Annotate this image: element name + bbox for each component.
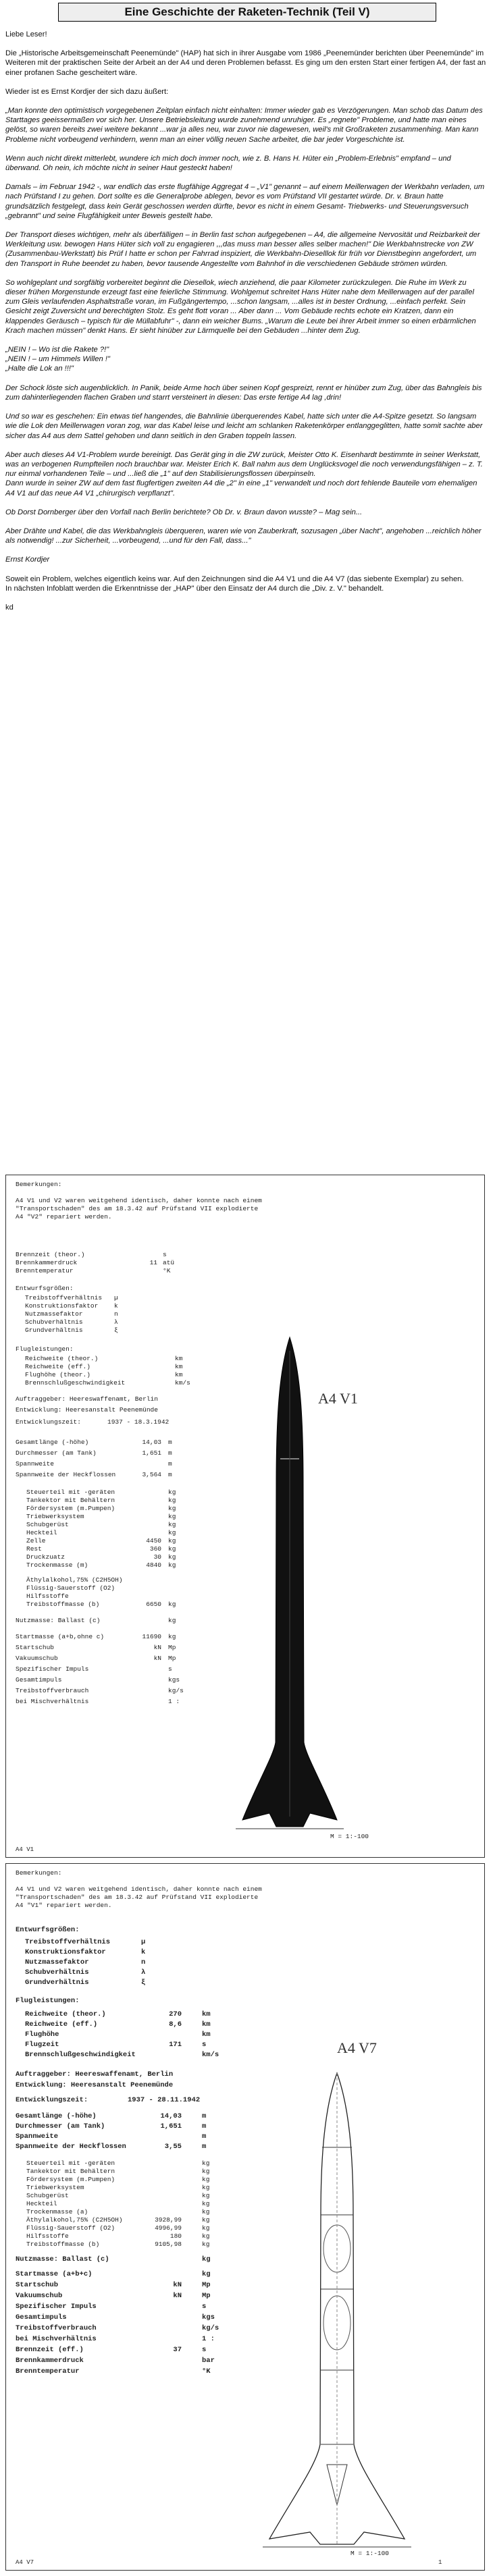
spec-label: Treibstoffverbrauch — [16, 2324, 97, 2332]
rocket-label: A4 V1 — [318, 1390, 358, 1407]
spec-unit: kg — [168, 1553, 176, 1561]
spec-label: Brennzeit (theor.) — [16, 1251, 85, 1258]
spec-label: Treibstoffmasse (b) — [26, 1601, 100, 1608]
spec-label: Startmasse (a+b,ohne c) — [16, 1633, 105, 1640]
spec-unit: km — [175, 1355, 183, 1362]
author-signature: Ernst Kordjer — [5, 556, 50, 564]
quote-paragraph: Aber auch dieses A4 V1-Problem wurde bereinigt. Das Gerät ging in die ZW zurück, Meister Otto K. Eisenhardt bestimmte in seiner Werkstatt, was an verbogenen Rumpfteilen noch brauchbar war. Meister Erich K. Ball nahm aus dem Unglücksvogel die noch verwendungsfähigen – z. T. nur einmal vorhandenen Teile – und ...ließ die „1" auf den Stabilisierungsflossen überpinseln. — [5, 450, 483, 479]
spec-symbol: λ — [114, 1318, 118, 1326]
developer-line: Entwicklung: Heeresanstalt Peenemünde — [16, 2081, 174, 2089]
spec-value: 8,6 — [169, 2020, 182, 2029]
spec-value: 171 — [169, 2041, 182, 2049]
spec-label: Gesamtimpuls — [16, 2313, 67, 2322]
sheet-notes: Bemerkungen: A4 V1 und V2 waren weitgehend identisch, daher konnte nach einem "Transportschaden" des am 18.3.42 auf Prüfstand VII explodierte A4 "V2" repariert werden. — [16, 1181, 262, 1220]
spec-label: Brenntemperatur — [16, 2367, 80, 2376]
quote-paragraph: So wohlgeplant und sorgfältig vorbereitet beginnt die Diesellok, wiech anziehend, die paar Kilometer zurückzulegen. Die Ruhe im Werk zu dieser frühen Morgenstunde erzeugt fast eine feierliche Stimmung. Wohlgemut schreitet Hans Hüter nahe dem Meillerwagen auf der parallel zum Gleis verlaufenden Asphaltstraße voran, im Fußgängertempo, ...schon langsam, ...alles ist in bester Ordnung, ...einfach perfekt. Sein Gesicht zeigt Zuversicht und berechtigten Stolz. Es geht flott voran ... Aber dann ... Vom Gebäude rechts echote ein Kratzen, dann ein klappendes Geräusch – typisch für die Müllabfuhr" -, dann ein weicher Bums. „Warum die Leute bei ihrer Arbeit immer so einen erbärmlichen Krach machen müssen" denkt Hans. Er sieht hinüber zur Lärmquelle bei den Gebäuden ...hinter dem Zug. — [5, 278, 476, 335]
spec-value: 1,651 — [142, 1449, 161, 1457]
spec-value: kN — [153, 1644, 161, 1651]
spec-unit: kg — [168, 1601, 176, 1608]
spec-unit: km — [202, 2020, 211, 2029]
spec-label: Konstruktionsfaktor — [25, 1948, 106, 1956]
paragraph: Die „Historische Arbeitsgemeinschaft Peenemünde" (HAP) hat sich in ihrer Ausgabe vom 1986 „Peenemünder berichten über Peenemünde" im Weiteren mit der praktischen Seite der Arbeit an der A4 und deren Problemen befasst. Es ging um den ersten Start einer fertigen A4, der fast an einer profanen Sache gescheitert wäre. — [5, 49, 486, 77]
spec-unit: atü — [163, 1259, 175, 1266]
spec-label: Spezifischer Impuls — [16, 1665, 89, 1673]
spec-unit: km — [202, 2031, 211, 2039]
spec-label: Nutzmasse: Ballast (c) — [16, 1617, 101, 1624]
spec-symbol: n — [141, 1958, 146, 1966]
spec-label: Gesamtlänge (-höhe) — [16, 2112, 97, 2120]
spec-unit: km/s — [202, 2051, 219, 2059]
spec-label: Grundverhältnis — [25, 1326, 83, 1334]
spec-label: Triebwerksystem — [26, 1513, 84, 1520]
spec-label: Tankektor mit Behältern — [26, 2168, 115, 2175]
spec-unit: kg — [202, 2224, 210, 2232]
quote-line: „NEIN ! – Wo ist die Rakete ?!" — [5, 346, 109, 354]
paragraph: In nächsten Infoblatt werden die Erkenntnisse der „HAP" über den Einsatz der A4 durch die „Div. z. V." behandelt. — [5, 584, 384, 593]
spec-label: Schubgerüst — [26, 2192, 69, 2199]
spec-label: bei Mischverhältnis — [16, 1698, 89, 1705]
greeting: Liebe Leser! — [5, 30, 47, 38]
spec-label: Triebwerksystem — [26, 2184, 84, 2191]
spec-label: Flüssig-Sauerstoff (O2) — [26, 2224, 115, 2232]
spec-unit: m — [168, 1449, 172, 1457]
spec-value: kN — [173, 2292, 182, 2300]
spec-label: Reichweite (eff.) — [25, 2020, 98, 2029]
spec-label: Steuerteil mit -geräten — [26, 2159, 115, 2167]
spec-unit: kg — [202, 2184, 210, 2191]
spec-unit: kg — [202, 2270, 211, 2278]
spec-value: 180 — [170, 2232, 182, 2240]
rocket-drawing-v7 — [263, 2066, 411, 2552]
spec-label: Fördersystem (m.Pumpen) — [26, 2176, 115, 2183]
sheet-footer: A4 V1 — [16, 1846, 34, 1853]
spec-unit: Mp — [168, 1655, 176, 1662]
spec-label: Schubverhältnis — [25, 1318, 83, 1326]
spec-label: Brenntemperatur — [16, 1267, 74, 1274]
spec-unit: s — [163, 1251, 167, 1258]
spec-label: Spannweite — [16, 1460, 55, 1468]
spec-unit: kg — [168, 1561, 176, 1569]
spec-label: Flughöhe — [25, 2031, 59, 2039]
spec-label: Spannweite der Heckflossen — [16, 1471, 116, 1478]
section-heading: Flugleistungen: — [16, 1345, 74, 1353]
spec-unit: Mp — [202, 2281, 211, 2289]
quote-paragraph: Damals – im Februar 1942 -, war endlich das erste flugfähige Aggregat 4 – „V1" genannt – auf einem Meillerwagen der Werkbahn verladen, um nach Prüfstand I zu gehen. Dort sollte es die Generalprobe ablegen, bevor es vom Prüfstand VII gestartet würde. Dr. v. Braun hatte grundsätzlich festgelegt, dass kein Gerät geschossen werden dürfte, bevor es nicht in einem Gesamt- Triebwerks- und Steuerungsversuch „gebrannt" und seine Flugfähigkeit unter Beweis gestellt habe. — [5, 183, 485, 220]
spec-label: Tankektor mit Behältern — [26, 1497, 115, 1504]
spec-value: kN — [173, 2281, 182, 2289]
spec-unit: kg/s — [202, 2324, 219, 2332]
dev-time-value: 1937 - 18.3.1942 — [107, 1418, 170, 1426]
spec-unit: kg — [168, 1545, 176, 1553]
spec-unit: kg — [168, 1529, 176, 1536]
spec-label: Brennzeit (eff.) — [16, 2346, 84, 2354]
quote-paragraph: Aber Drähte und Kabel, die das Werkbahngleis überqueren, waren wie von Zauberkraft, sozusagen „über Nacht", angehoben ...reichlich höher als notwendig! ...zur Sicherheit, ...vorbeugend, ...und für den Fall, dass..." — [5, 527, 482, 545]
paragraph: Wieder ist es Ernst Kordjer der sich dazu äußert: — [5, 87, 169, 96]
spec-unit: m — [168, 1471, 172, 1478]
spec-unit: km — [202, 2010, 211, 2018]
spec-label: Treibstoffverhältnis — [25, 1294, 103, 1302]
client-line: Auftraggeber: Heereswaffenamt, Berlin — [16, 1395, 158, 1403]
spec-sheet-a4-v1 — [5, 1175, 485, 1858]
quote-line: „Halte die Lok an !!!" — [5, 365, 74, 373]
spec-label: Schubverhältnis — [25, 1968, 89, 1977]
spec-label: Durchmesser (am Tank) — [16, 1449, 97, 1457]
spec-unit: km — [175, 1363, 183, 1370]
spec-label: Startmasse (a+b+c) — [16, 2270, 93, 2278]
spec-value: 4450 — [146, 1537, 161, 1545]
spec-label: Druckzuatz — [26, 1553, 66, 1561]
scale-note: M = 1:-100 — [351, 2550, 390, 2557]
spec-value: 4996,99 — [155, 2224, 182, 2232]
spec-label: Zelle — [26, 1537, 46, 1545]
spec-value: 14,03 — [160, 2112, 182, 2120]
quote-paragraph: Der Transport dieses wichtigen, mehr als überfälligen – in Berlin fast schon aufgegebenen – A4, die allgemeine Nervosität und Reizbarkeit der Werkleitung usw. bewogen Hans Hüter sich voll zu engagieren ,,,das muss man besser alles selber machen!" Die Werkbahnstrecke von ZW (Zusammenbau-Werkstatt) bis Prüf I hatte er schon per Fahrrad inspiziert, die Werkbahn-Dieselllok für früh vor Dienstbeginn angefordert, um den Transport in Ruhe beendet zu haben, bevor tausende Angestellte vom Bahnhof in die verschiedenen Gebäude strömen würden. — [5, 231, 480, 268]
spec-label: Hilfsstoffe — [26, 2232, 69, 2240]
spec-sheet-a4-v7 — [5, 1863, 485, 2571]
spec-label: bei Mischverhältnis — [16, 2335, 97, 2343]
dev-time-label: Entwicklungszeit: — [16, 2096, 88, 2104]
scale-note: M = 1:-100 — [330, 1833, 369, 1840]
spec-unit: kg — [168, 1497, 176, 1504]
spec-unit: kg — [168, 1521, 176, 1528]
spec-label: Steuerteil mit -geräten — [26, 1488, 115, 1496]
spec-symbol: n — [114, 1310, 118, 1318]
spec-value: 270 — [169, 2010, 182, 2018]
spec-label: Schubgerüst — [26, 1521, 69, 1528]
spec-label: Trockenmasse (a) — [26, 2208, 88, 2216]
spec-unit: kg — [202, 2232, 210, 2240]
spec-symbol: k — [114, 1302, 118, 1310]
section-heading: Flugleistungen: — [16, 1997, 80, 2005]
article — [5, 30, 486, 622]
quote-paragraph: Ob Dorst Dornberger über den Vorfall nach Berlin berichtete? Ob Dr. v. Braun davon wusste? – Mag sein... — [5, 508, 363, 516]
spec-unit: kgs — [168, 1676, 180, 1684]
initials: kd — [5, 603, 14, 612]
spec-unit: kgs — [202, 2313, 215, 2322]
spec-label: Trockenmasse (m) — [26, 1561, 88, 1569]
spec-unit: °K — [163, 1267, 171, 1274]
spec-label: Vakuumschub — [16, 2292, 63, 2300]
spec-label: Durchmesser (am Tank) — [16, 2122, 105, 2130]
spec-label: Treibstoffmasse (b) — [26, 2240, 100, 2248]
spec-unit: kg — [202, 2255, 211, 2263]
spec-label: Heckteil — [26, 1529, 57, 1536]
spec-label: Flüssig-Sauerstoff (O2) — [26, 1584, 115, 1592]
spec-unit: kg/s — [168, 1687, 184, 1694]
spec-unit: 1 : — [168, 1698, 180, 1705]
spec-unit: kg — [168, 1537, 176, 1545]
quote-paragraph: Der Schock löste sich augenblicklich. In Panik, beide Arme hoch über seinen Kopf gespreizt, rennt er hinüber zum Zug, über das Bahngleis bis zum dahinterliegenden flachen Graben und starrt versteinert in diesen: Das erste fertige A4 lag ,drin! — [5, 383, 482, 402]
spec-unit: kg — [202, 2192, 210, 2199]
developer-line: Entwicklung: Heeresanstalt Peenemünde — [16, 1406, 158, 1414]
spec-value: 3928,99 — [155, 2216, 182, 2224]
spec-unit: kg — [168, 1633, 176, 1640]
spec-label: Reichweite (theor.) — [25, 1355, 99, 1362]
spec-unit: kg — [168, 1488, 176, 1496]
spec-label: Startschub — [16, 2281, 59, 2289]
quote-paragraph: Wenn auch nicht direkt mitterlebt, wundere ich mich doch immer noch, wie z. B. Hans H. Hüter ein „Problem-Erlebnis" empfand – und überwand. Oh nein, ich möchte nicht in seiner Haut gesteckt haben! — [5, 154, 451, 173]
spec-symbol: k — [141, 1948, 146, 1956]
rocket-drawing-v1 — [236, 1324, 344, 1837]
spec-label: Nutzmasse: Ballast (c) — [16, 2255, 109, 2263]
spec-unit: m — [168, 1460, 172, 1468]
spec-label: Brennkammerdruck — [16, 1259, 78, 1266]
spec-unit: bar — [202, 2357, 215, 2365]
spec-label: Spannweite — [16, 2132, 59, 2141]
quote-paragraph: Dann wurde in seiner ZW auf dem fast flugfertigen zweiten A4 die „2" in eine „1" verwandelt und noch dort fehlende Bauteile vom ehemaligen A4 V1 auf das neue A4 V1 „chirurgisch verpflanzt". — [5, 479, 477, 498]
page-title: Eine Geschichte der Raketen-Technik (Teil V) — [58, 3, 436, 22]
spec-label: Äthylalkohol,75% (C2H5OH) — [26, 2216, 123, 2224]
section-heading: Entwurfsgrößen: — [16, 1926, 80, 1934]
spec-label: Flugzeit — [25, 2041, 59, 2049]
spec-value: 11 — [149, 1259, 157, 1266]
spec-unit: kg — [202, 2240, 210, 2248]
spec-unit: kg — [168, 1513, 176, 1520]
spec-unit: kg — [168, 1505, 176, 1512]
dev-time-value: 1937 - 28.11.1942 — [128, 2096, 201, 2104]
spec-unit: m — [202, 2122, 207, 2130]
spec-label: Spannweite der Heckflossen — [16, 2143, 126, 2151]
spec-unit: kg — [202, 2176, 210, 2183]
spec-value: 4840 — [146, 1561, 161, 1569]
spec-label: Nutzmassefaktor — [25, 1958, 89, 1966]
spec-label: Vakuumschub — [16, 1655, 58, 1662]
spec-label: Spezifischer Impuls — [16, 2303, 97, 2311]
spec-unit: kg — [202, 2168, 210, 2175]
spec-label: Rest — [26, 1545, 42, 1553]
spec-value: kN — [153, 1655, 161, 1662]
spec-unit: m — [202, 2132, 207, 2141]
spec-value: 360 — [149, 1545, 161, 1553]
spec-label: Brennschlußgeschwindigkeit — [25, 1379, 126, 1387]
spec-label: Reichweite (theor.) — [25, 2010, 106, 2018]
spec-unit: m — [202, 2112, 207, 2120]
spec-unit: m — [168, 1439, 172, 1446]
spec-label: Startschub — [16, 1644, 55, 1651]
sheet-notes: Bemerkungen: A4 V1 und V2 waren weitgehend identisch, daher konnte nach einem "Transportschaden" des am 18.3.42 auf Prüfstand VII explodierte A4 "V1" repariert werden. — [16, 1869, 262, 1909]
spec-label: Brennkammerdruck — [16, 2357, 84, 2365]
spec-label: Gesamtimpuls — [16, 1676, 62, 1684]
spec-unit: kg — [202, 2159, 210, 2167]
spec-label: Fördersystem (m.Pumpen) — [26, 1505, 115, 1512]
spec-unit: Mp — [168, 1644, 176, 1651]
spec-label: Hilfsstoffe — [26, 1592, 69, 1600]
spec-value: 1,651 — [160, 2122, 182, 2130]
quote-paragraph: Und so war es geschehen: Ein etwas tief hangendes, die Bahnlinie überquerendes Kabel, hatte sich unter die A4-Spitze gesetzt. So langsam wie die Lok den Meillerwagen voran zog, war das Kabel leise und leicht am schlanken Raketenkörper entlanggeglitten, hatte somit sachte aber sicher das A4 aus dem Sattel gehoben und dann seitlich in den Graben toppeln lassen. — [5, 412, 483, 440]
page-number: 1 — [438, 2559, 442, 2566]
rocket-label: A4 V7 — [337, 2039, 377, 2056]
spec-unit: kg — [202, 2200, 210, 2207]
client-line: Auftraggeber: Heereswaffenamt, Berlin — [16, 2070, 174, 2078]
spec-unit: s — [202, 2041, 207, 2049]
spec-value: 9105,98 — [155, 2240, 182, 2248]
spec-label: Konstruktionsfaktor — [25, 1302, 99, 1310]
spec-symbol: ξ — [141, 1979, 146, 1987]
spec-label: Nutzmassefaktor — [25, 1310, 83, 1318]
spec-value: 14,03 — [142, 1439, 161, 1446]
spec-value: 3,564 — [142, 1471, 161, 1478]
spec-unit: kg — [202, 2208, 210, 2216]
spec-value: 37 — [173, 2346, 182, 2354]
spec-unit: kg — [202, 2216, 210, 2224]
spec-label: Brennschlußgeschwindigkeit — [25, 2051, 136, 2059]
sheet-footer: A4 V7 — [16, 2559, 34, 2566]
spec-symbol: µ — [114, 1294, 118, 1302]
spec-unit: s — [202, 2303, 207, 2311]
spec-label: Flughöhe (theor.) — [25, 1371, 90, 1378]
section-heading: Entwurfsgrößen: — [16, 1285, 74, 1292]
spec-symbol: ξ — [114, 1326, 118, 1334]
spec-value: 30 — [153, 1553, 161, 1561]
spec-unit: °K — [202, 2367, 211, 2376]
spec-label: Treibstoffverbrauch — [16, 1687, 89, 1694]
spec-label: Heckteil — [26, 2200, 57, 2207]
quote-paragraph: „Man konnte den optimistisch vorgegebenen Zeitplan einfach nicht einhalten: Immer wieder gab es Verzögerungen. Man schob das Datum des Starttages geeissermaßen vor sich her. Unsere Betriebsleitung wurde zunehmend unruhiger. Es „regnete" Probleme, und hatte man eines gelöst, so waren bereits zwei weitere bekannt ...war ja alles neu, war zuvor nie dagewesen, weil's mit Großraketen zusammenhing. Man kann Probleme nicht vorbeugend verhindern, wenn man an einer völlig neuen Sache arbeitet, die bar jeder Vorgeschichte ist. — [5, 107, 483, 144]
spec-symbol: λ — [141, 1968, 146, 1977]
spec-unit: s — [202, 2346, 207, 2354]
spec-unit: s — [168, 1665, 172, 1673]
spec-value: 3,55 — [164, 2143, 182, 2151]
quote-line: „NEIN ! – um Himmels Willen !" — [5, 355, 110, 364]
spec-value: 6650 — [146, 1601, 161, 1608]
spec-unit: 1 : — [202, 2335, 215, 2343]
spec-unit: km — [175, 1371, 183, 1378]
spec-unit: m — [202, 2143, 207, 2151]
dev-time-label: Entwicklungszeit: — [16, 1418, 81, 1426]
spec-label: Äthylalkohol,75% (C2H5OH) — [26, 1576, 123, 1584]
spec-label: Treibstoffverhältnis — [25, 1938, 111, 1946]
spec-unit: kg — [168, 1617, 176, 1624]
spec-symbol: µ — [141, 1938, 146, 1946]
paragraph: Soweit ein Problem, welches eigentlich keins war. Auf den Zeichnungen sind die A4 V1 und die A4 V7 (das siebente Exemplar) zu sehen. — [5, 574, 464, 583]
spec-label: Gesamtlänge (-höhe) — [16, 1439, 89, 1446]
spec-unit: km/s — [175, 1379, 190, 1387]
spec-label: Grundverhältnis — [25, 1979, 89, 1987]
spec-unit: Mp — [202, 2292, 211, 2300]
spec-label: Reichweite (eff.) — [25, 1363, 90, 1370]
spec-value: 11690 — [142, 1633, 161, 1640]
